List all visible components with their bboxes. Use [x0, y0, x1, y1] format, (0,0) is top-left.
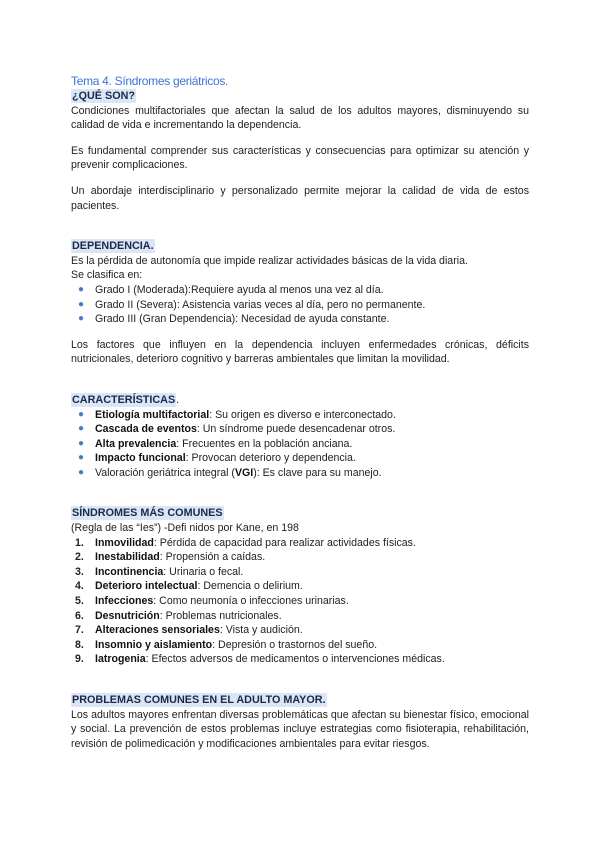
intro-paragraph: Condiciones multifactoriales que afectan la salud de los adultos mayores, disminuyendo su calidad de vida e incrementando la dependencia.	[71, 104, 529, 132]
section-que-son	[71, 89, 529, 213]
list-item: ● Cascada de eventos: Un síndrome puede desencadenar otros.	[78, 423, 396, 436]
dependencia-factors-paragraph: Los factores que influyen en la dependencia incluyen enfermedades crónicas, déficits nutricionales, deterioro cognitivo y barreras ambientales que limitan la movilidad.	[71, 338, 529, 366]
intro-paragraph: Un abordaje interdisciplinario y personalizado permite mejorar la calidad de vida de estos pacientes.	[71, 184, 529, 212]
section-problemas	[71, 693, 529, 751]
list-item: ● Valoración geriátrica integral (VGI): Es clave para su manejo.	[78, 466, 382, 479]
list-item: ● Alta prevalencia: Frecuentes en la población anciana.	[78, 437, 353, 450]
bullet-icon: ●	[78, 298, 85, 310]
bullet-icon: ●	[78, 408, 85, 420]
section-heading-caracteristicas: CARACTERÍSTICAS	[72, 393, 176, 406]
list-item: 6. Desnutrición: Problemas nutricionales.	[75, 609, 282, 622]
dependencia-grades-list	[71, 283, 529, 327]
list-item: ● Grado III (Gran Dependencia): Necesidad de ayuda constante.	[78, 313, 390, 326]
list-item: 2. Inestabilidad: Propensión a caídas.	[75, 551, 266, 564]
bullet-icon: ●	[78, 466, 85, 478]
list-item: 3. Incontinencia: Urinaria o fecal.	[75, 565, 244, 578]
intro-paragraph: Es fundamental comprender sus características y consecuencias para optimizar su atención y prevenir complicaciones.	[71, 144, 529, 172]
list-item: 1. Inmovilidad: Pérdida de capacidad para realizar actividades físicas.	[75, 536, 416, 549]
sindromes-subtitle: (Regla de las “Ies”) -Defi nidos por Kane, en 198	[71, 522, 299, 535]
list-item: ● Grado I (Moderada):Requiere ayuda al menos una vez al día.	[78, 283, 384, 296]
list-item: 7. Alteraciones sensoriales: Vista y audición.	[75, 624, 303, 637]
section-heading-sindromes: SÍNDROMES MÁS COMUNES	[72, 507, 223, 520]
section-dependencia	[71, 239, 529, 367]
list-item: 8. Insomnio y aislamiento: Depresión o trastornos del sueño.	[75, 638, 378, 651]
bullet-icon: ●	[78, 313, 85, 325]
section-sindromes	[71, 506, 529, 667]
list-item: ● Grado II (Severa): Asistencia varias veces al día, pero no permanente.	[78, 298, 426, 311]
bullet-icon: ●	[78, 452, 85, 464]
list-item: 4. Deterioro intelectual: Demencia o delirium.	[75, 580, 303, 593]
sindromes-list	[71, 536, 529, 667]
section-heading-dependencia: DEPENDENCIA.	[72, 240, 154, 253]
list-item: ● Etiología multifactorial: Su origen es diverso e interconectado.	[78, 408, 396, 421]
dependencia-classification-label: Se clasifica en:	[71, 269, 143, 282]
section-heading-problemas: PROBLEMAS COMUNES EN EL ADULTO MAYOR.	[72, 694, 326, 706]
document-title: Tema 4. Síndromes geriátricos.	[71, 74, 229, 88]
document-content	[71, 73, 529, 751]
bullet-icon: ●	[78, 423, 85, 435]
list-item: 5. Infecciones: Como neumonía o infecciones urinarias.	[75, 595, 349, 608]
problemas-paragraph: Los adultos mayores enfrentan diversas problemáticas que afectan su bienestar físico, emocional y social. La prevención de estos problemas incluye estrategias como fisioterapia, rehabilitación, revisión de polimedicación y modificaciones ambientales para evitar riesgos.	[71, 708, 529, 750]
bullet-icon: ●	[78, 437, 85, 449]
bullet-icon: ●	[78, 283, 85, 295]
section-caracteristicas: CARACTERÍSTICAS. ● Etiología multifactorial: Su origen es diverso e interconectado. ● Cascada de eventos: Un síndrome puede desencadenar otros. ● Alta prevalencia: Frecuentes en la población anciana. ● Impacto funcional: Provocan deterioro y dependencia. ● Valoración geriátrica integral (VGI): Es clave para su manejo.	[71, 393, 529, 481]
list-item: ● Impacto funcional: Provocan deterioro y dependencia.	[78, 452, 356, 465]
dependencia-definition: Es la pérdida de autonomía que impide realizar actividades básicas de la vida diaria.	[71, 254, 468, 267]
section-heading-que-son: ¿QUÉ SON?	[72, 90, 135, 102]
list-item: 9. Iatrogenia: Efectos adversos de medicamentos o intervenciones médicas.	[75, 653, 445, 666]
caracteristicas-list	[71, 408, 529, 481]
